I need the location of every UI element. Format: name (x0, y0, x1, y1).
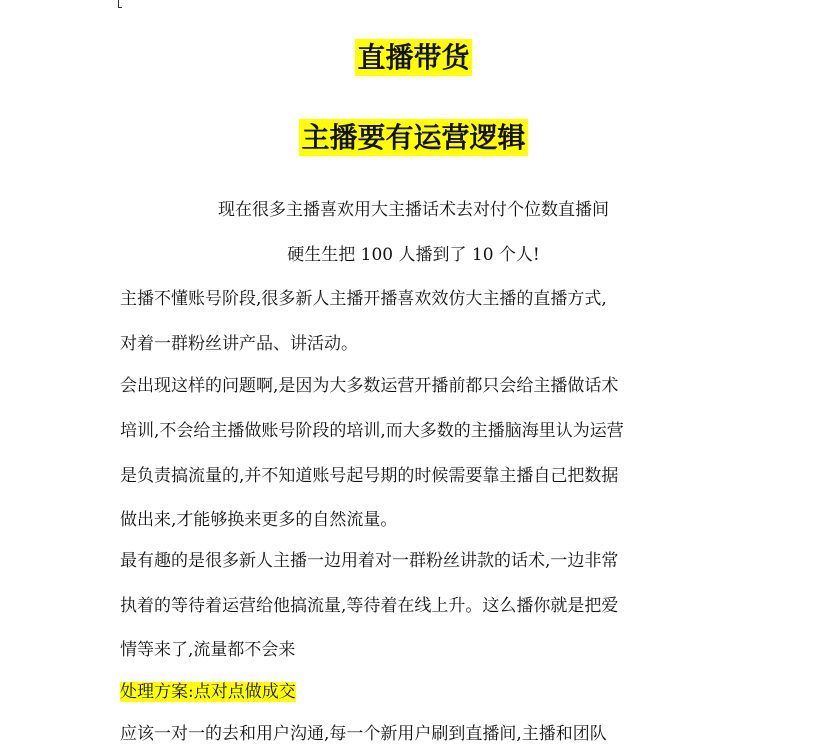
document-subtitle (0, 118, 827, 158)
paragraph-line: 是负责搞流量的,并不知道账号起号期的时候需要靠主播自己把数据 (120, 466, 619, 486)
paragraph-line: 对着一群粉丝讲产品、讲活动。 (120, 334, 358, 354)
paragraph-line: 主播不懂账号阶段,很多新人主播开播喜欢效仿大主播的直播方式, (120, 289, 607, 309)
document-subtitle-text: 主播要有运营逻辑 (301, 121, 526, 154)
paragraph-line: 执着的等待着运营给他搞流量,等待着在线上升。这么播你就是把爱 (120, 596, 619, 616)
paragraph-line: 培训,不会给主播做账号阶段的培训,而大多数的主播脑海里认为运营 (120, 421, 624, 441)
solution-heading (120, 680, 296, 704)
intro-line: 硬生生把 100 人播到了 10 个人! (287, 245, 540, 265)
intro-line: 现在很多主播喜欢用大主播话术去对付个位数直播间 (218, 200, 609, 220)
solution-heading-text: 处理方案:点对点做成交 (120, 682, 296, 702)
paragraph-line: 会出现这样的问题啊,是因为大多数运营开播前都只会给主播做话术 (120, 376, 619, 396)
document-title (0, 38, 827, 78)
paragraph-line: 做出来,才能够换来更多的自然流量。 (120, 510, 398, 530)
paragraph-line: 应该一对一的去和用户沟通,每一个新用户刷到直播间,主播和团队 (120, 724, 607, 744)
document-title-text: 直播带货 (357, 41, 470, 74)
text-cursor-mark (118, 0, 122, 8)
paragraph-line: 情等来了,流量都不会来 (120, 640, 296, 660)
paragraph-line: 最有趣的是很多新人主播一边用着对一群粉丝讲款的话术,一边非常 (120, 551, 619, 571)
